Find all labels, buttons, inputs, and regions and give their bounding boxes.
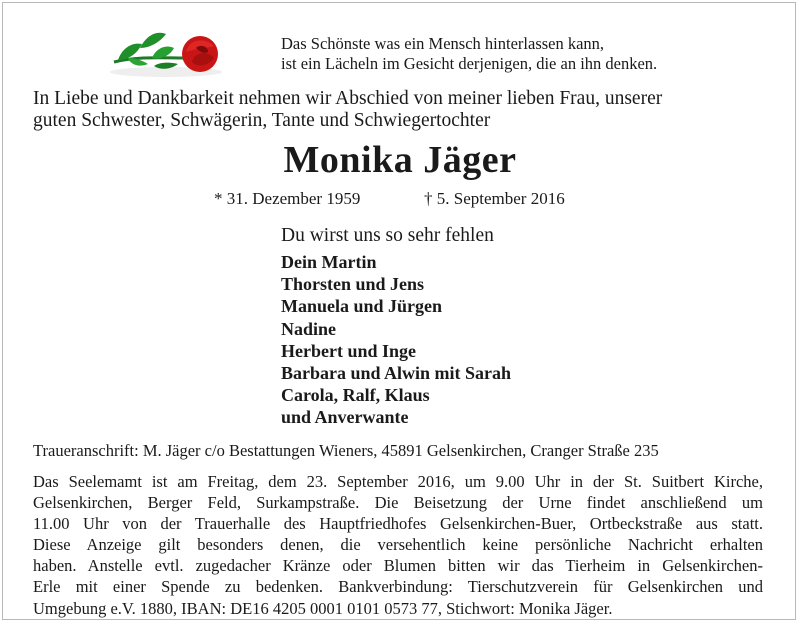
quote-line: Das Schönste was ein Mensch hinterlassen kann,	[281, 34, 605, 53]
family-member: Barbara und Alwin mit Sarah	[281, 363, 512, 384]
rose-icon	[108, 18, 224, 78]
intro-line: guten Schwester, Schwägerin, Tante und Schwiegertochter	[33, 110, 491, 131]
family-member: Nadine	[281, 318, 337, 339]
details-line: Diese Anzeige gilt besonders denen, die versehentlich keine persönliche Nachricht erhalten	[33, 535, 763, 555]
intro-line: In Liebe und Dankbarkeit nehmen wir Abschied von meiner lieben Frau, unserer	[33, 88, 663, 109]
family-member: Herbert und Inge	[281, 340, 416, 361]
details-line: haben. Anstelle evtl. zugedacher Kränze oder Blumen bitten wir das Tierheim in Gelsenkirchen-	[33, 556, 763, 576]
details-line: Erle mit einer Spende zu bedenken. Bankverbindung: Tierschutzverein für Gelsenkirchen und	[33, 577, 763, 597]
details-line: Umgebung e.V. 1880, IBAN: DE16 4205 0001 0101 0573 77, Stichwort: Monika Jäger.	[33, 598, 613, 618]
intro-text	[33, 88, 773, 132]
service-details	[33, 471, 763, 619]
details-line: Das Seelemamt ist am Freitag, dem 23. September 2016, um 9.00 Uhr in der St. Suitbert Kirche,	[33, 472, 763, 491]
death-date: † 5. September 2016	[424, 189, 565, 208]
family-member: Manuela und Jürgen	[281, 296, 443, 317]
farewell-line: Du wirst uns so sehr fehlen	[281, 225, 494, 246]
family-member: Dein Martin	[281, 252, 377, 272]
family-list	[281, 251, 511, 429]
family-member: und Anverwante	[281, 407, 409, 428]
details-line: Gelsenkirchen, Berger Feld, Surkampstraße. Die Beisetzung der Urne findet anschließend um	[33, 493, 763, 513]
family-member: Carola, Ralf, Klaus	[281, 385, 430, 406]
birth-date: * 31. Dezember 1959	[214, 189, 361, 208]
quote	[281, 34, 781, 74]
family-member: Thorsten und Jens	[281, 274, 425, 295]
mourning-address: Traueranschrift: M. Jäger c/o Bestattungen Wieners, 45891 Gelsenkirchen, Cranger Straße 235	[33, 441, 659, 460]
quote-line: ist ein Lächeln im Gesicht derjenigen, die an ihn denken.	[281, 54, 658, 73]
deceased-name: Monika Jäger	[283, 139, 517, 181]
details-line: 11.00 Uhr von der Trauerhalle des Hauptfriedhofes Gelsenkirchen-Buer, Ortbeckstraße aus statt.	[33, 514, 763, 534]
